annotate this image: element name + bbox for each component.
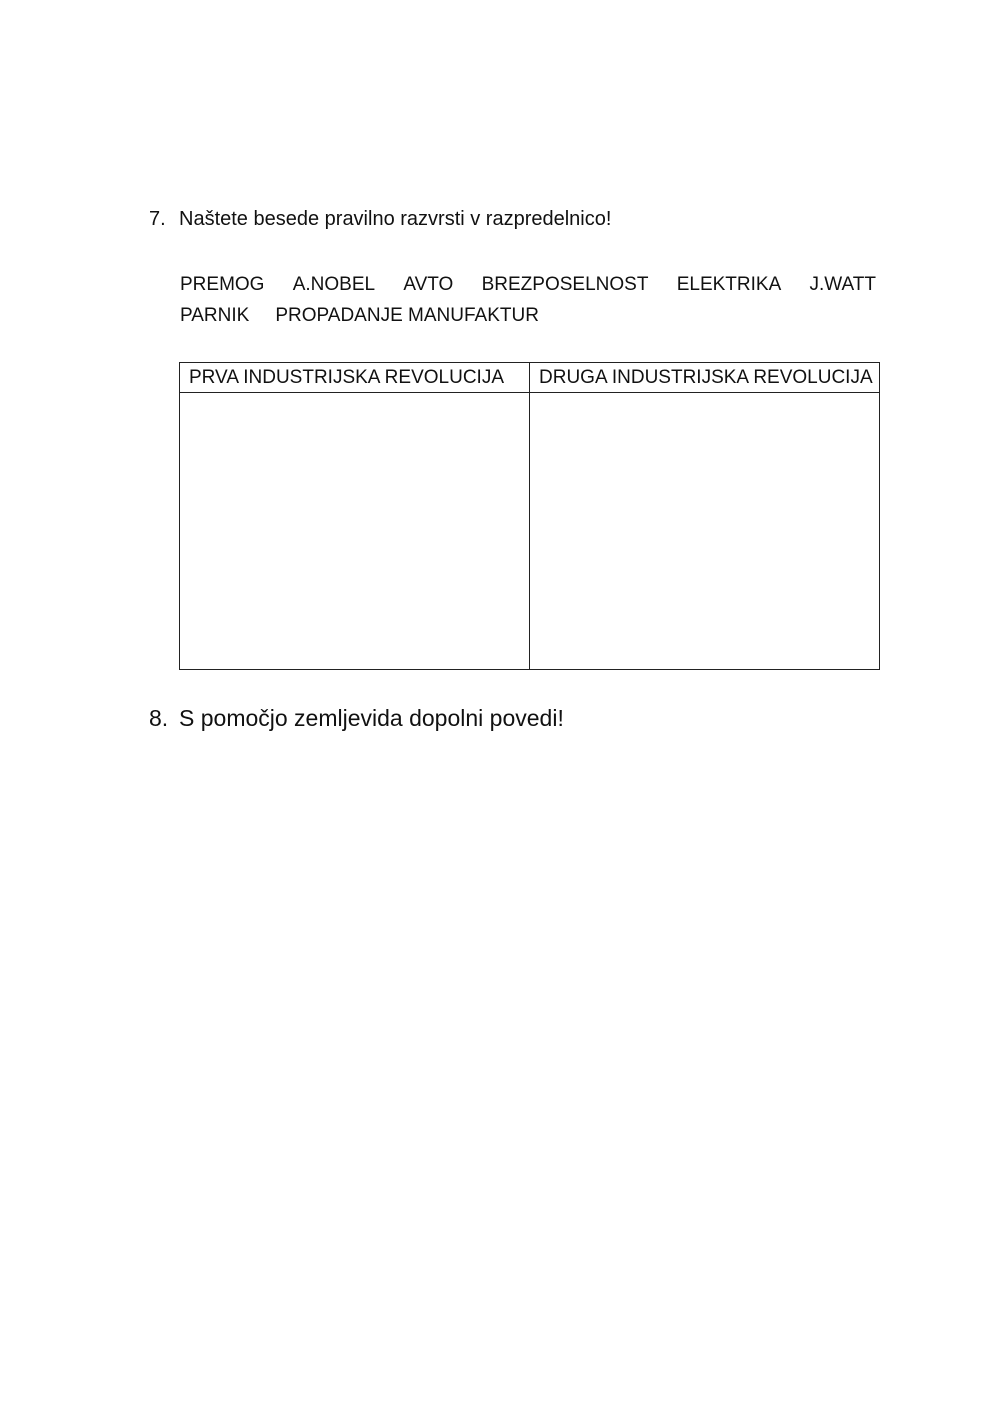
word-item[interactable]: BREZPOSELNOST (481, 274, 649, 295)
word-item[interactable]: ELEKTRIKA (676, 274, 782, 295)
word-item[interactable]: PROPADANJE MANUFAKTUR (275, 305, 539, 326)
word-bank (180, 269, 876, 331)
table-header-row (180, 363, 880, 393)
word-item[interactable]: PREMOG (180, 274, 265, 295)
sorting-table (179, 362, 880, 670)
column-header-second-revolution: DRUGA INDUSTRIJSKA REVOLUCIJA (530, 363, 880, 393)
word-item[interactable]: A.NOBEL (292, 274, 376, 295)
question-7-number: 7. (149, 208, 166, 230)
word-bank-row-2 (180, 300, 876, 331)
word-item[interactable]: J.WATT (809, 274, 876, 295)
question-7-text: Naštete besede pravilno razvrsti v razpredelnico! (179, 208, 612, 230)
word-bank-row-1 (180, 269, 876, 300)
word-item[interactable]: AVTO (403, 274, 454, 295)
table-row (180, 393, 880, 670)
question-8-number: 8. (149, 705, 169, 731)
word-item[interactable]: PARNIK (180, 305, 250, 326)
drop-zone-first-revolution[interactable] (180, 393, 530, 670)
question-8 (149, 705, 564, 732)
drop-zone-second-revolution[interactable] (530, 393, 880, 670)
question-8-text: S pomočjo zemljevida dopolni povedi! (179, 705, 564, 731)
question-7 (149, 208, 611, 231)
column-header-first-revolution: PRVA INDUSTRIJSKA REVOLUCIJA (180, 363, 530, 393)
